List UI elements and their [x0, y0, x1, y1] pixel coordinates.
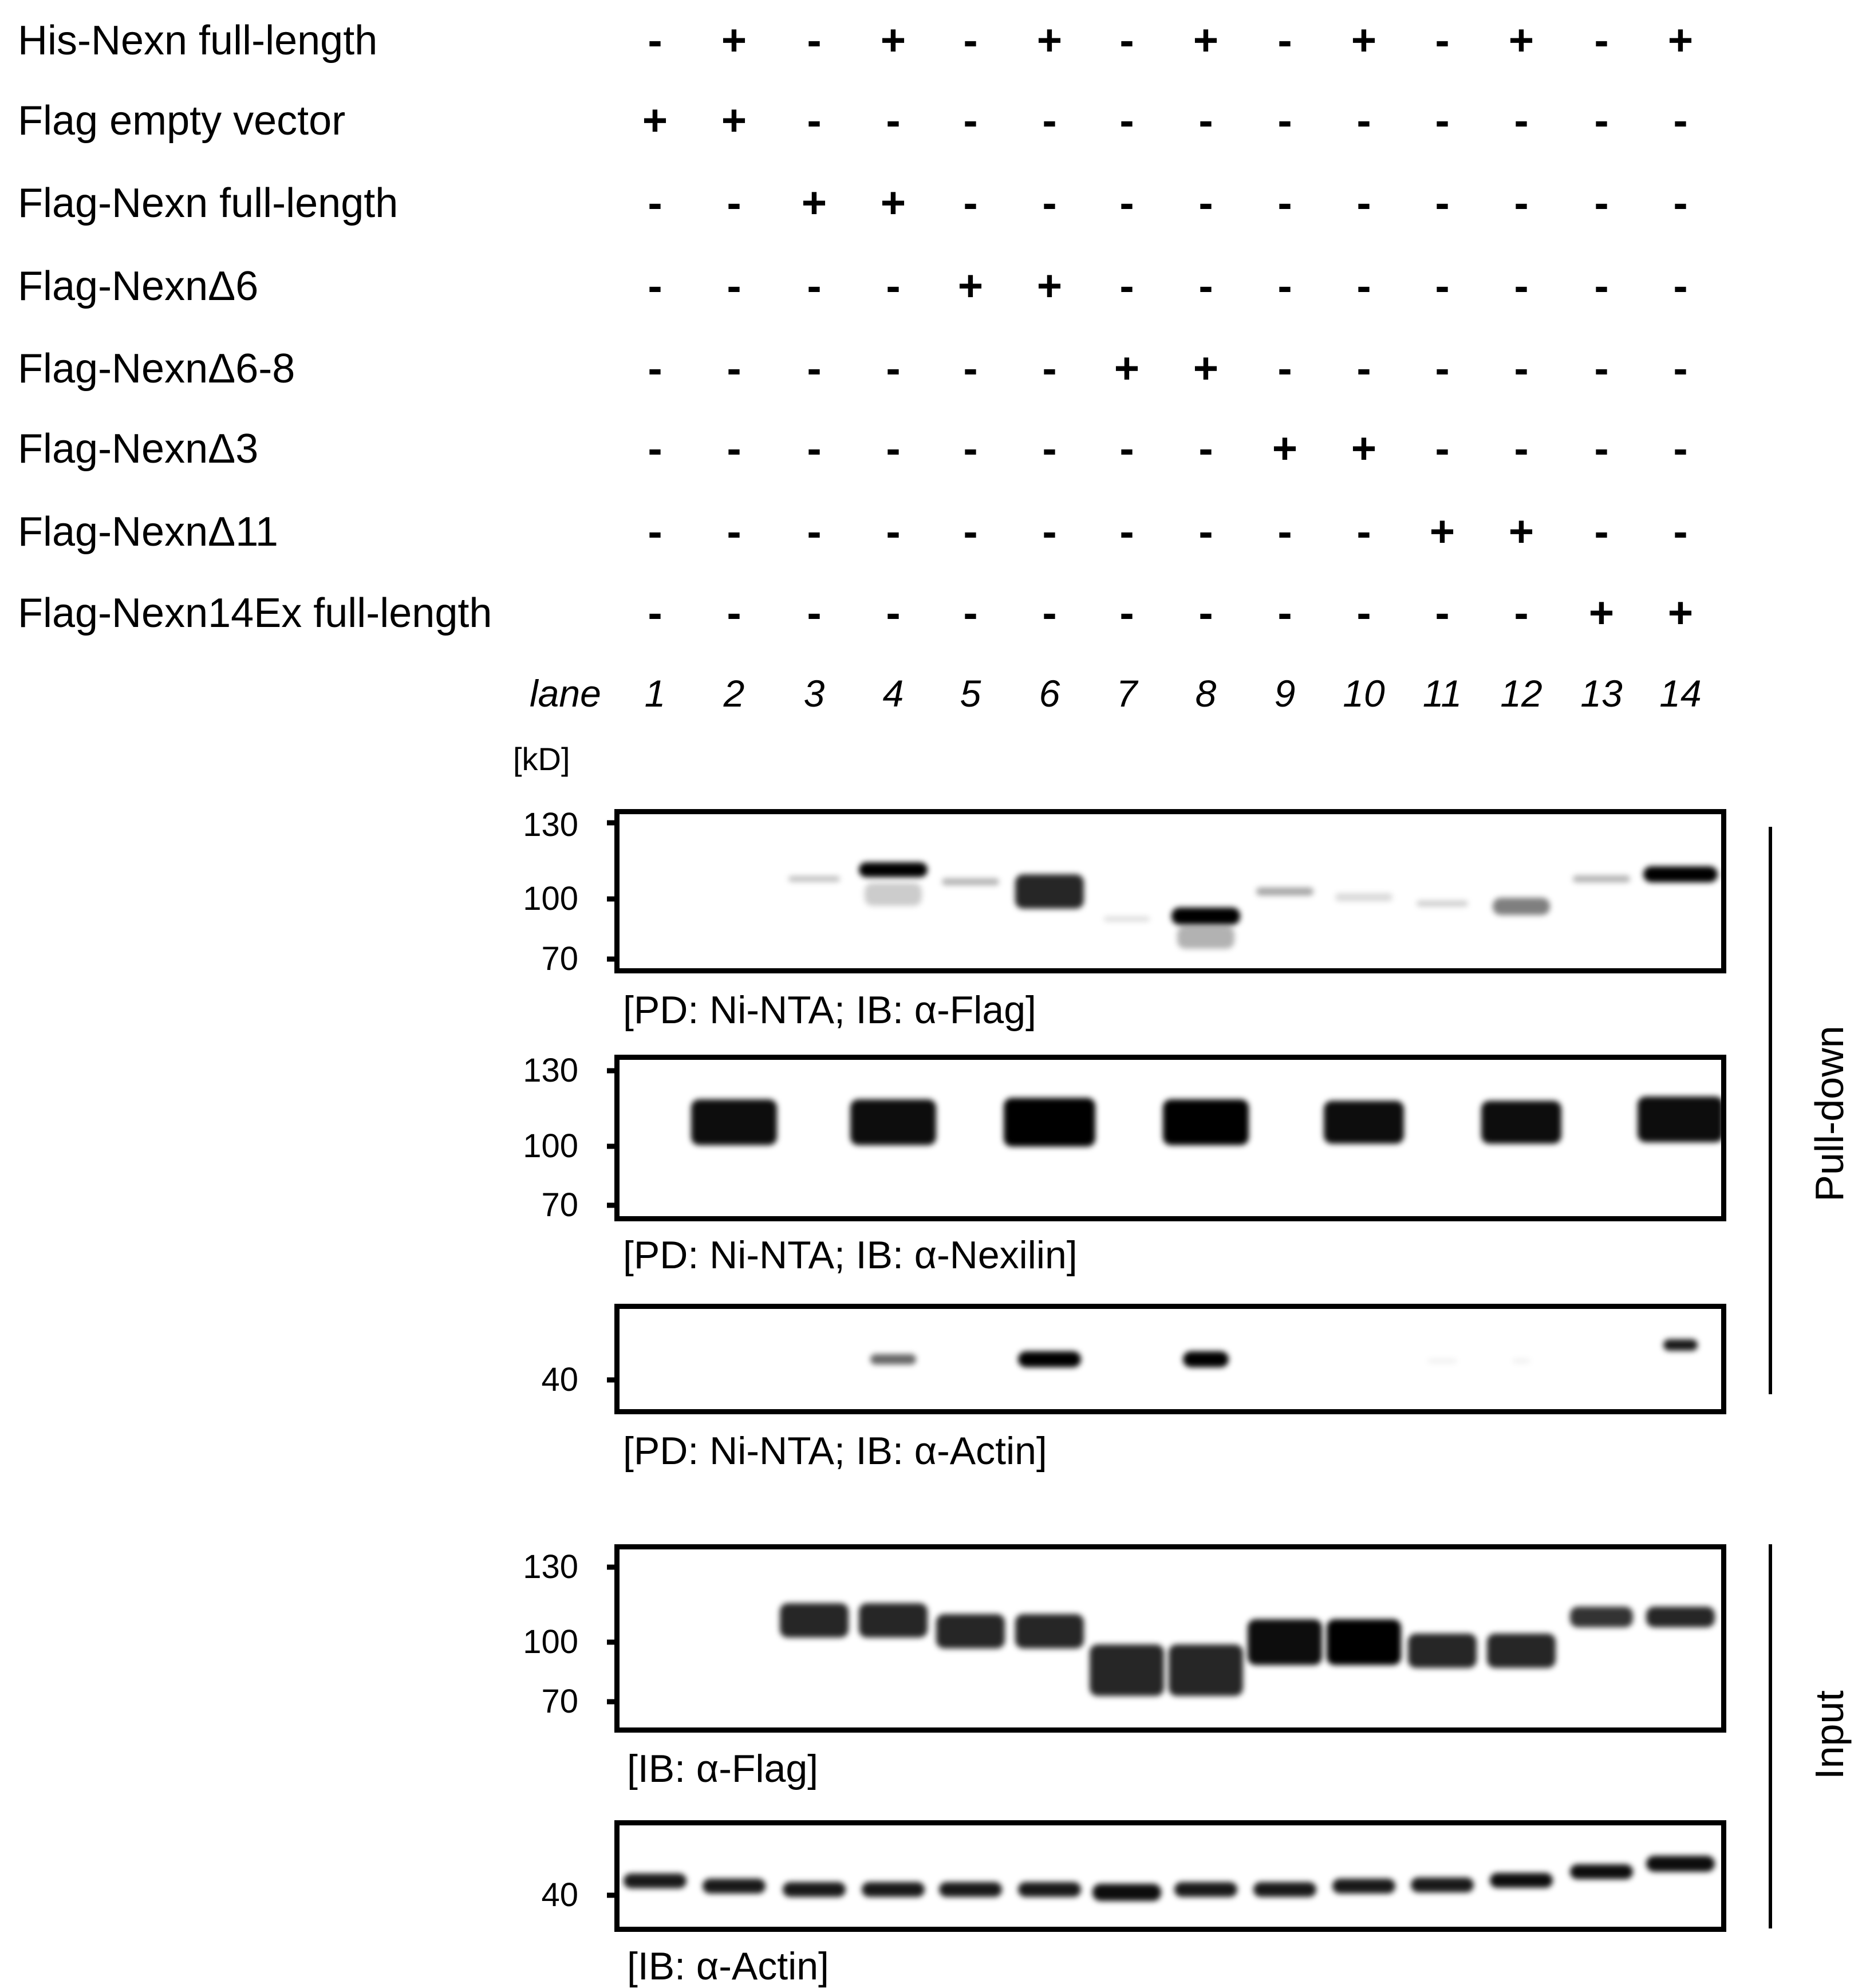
protein-band	[1163, 1099, 1249, 1145]
minus-sign: -	[1119, 424, 1134, 473]
protein-band	[1324, 1101, 1404, 1144]
minus-sign: -	[1042, 96, 1057, 145]
plus-sign: +	[1036, 262, 1063, 310]
plus-sign: +	[1588, 589, 1615, 637]
mw-marker-70: 70	[541, 1186, 578, 1224]
minus-sign: -	[963, 179, 978, 227]
mw-marker-40: 40	[541, 1876, 578, 1914]
condition-label: Flag-NexnΔ11	[18, 509, 278, 555]
mw-marker-40: 40	[541, 1361, 578, 1398]
plus-sign: +	[642, 96, 668, 145]
protein-band	[939, 1882, 1002, 1897]
mw-tick	[607, 1699, 615, 1705]
minus-sign: -	[807, 507, 822, 556]
blot-panel-input-flag	[614, 1544, 1726, 1733]
mw-tick	[607, 1640, 615, 1645]
lane-label: lane	[530, 672, 601, 715]
lane-number: 6	[1039, 672, 1060, 715]
minus-sign: -	[963, 96, 978, 145]
minus-sign: -	[1594, 16, 1609, 65]
minus-sign: -	[1673, 424, 1688, 473]
minus-sign: -	[1594, 96, 1609, 145]
condition-label: His-Nexn full-length	[18, 18, 378, 64]
plus-sign: +	[880, 16, 906, 65]
protein-band	[691, 1099, 777, 1145]
minus-sign: -	[648, 262, 662, 310]
plus-sign: +	[1036, 16, 1063, 65]
minus-sign: -	[807, 262, 822, 310]
protein-band	[1570, 1864, 1633, 1879]
panel-caption-pd-flag: [PD: Ni-NTA; IB: α-Flag]	[623, 988, 1036, 1032]
plus-sign: +	[880, 179, 906, 227]
protein-band	[1570, 1607, 1633, 1627]
mw-tick	[607, 1565, 615, 1570]
minus-sign: -	[1042, 179, 1057, 227]
minus-sign: -	[1356, 179, 1371, 227]
minus-sign: -	[963, 589, 978, 637]
minus-sign: -	[886, 424, 901, 473]
condition-label: Flag-NexnΔ6	[18, 263, 259, 309]
plus-sign: +	[957, 262, 984, 310]
lane-number: 11	[1422, 672, 1462, 715]
protein-band	[788, 876, 840, 882]
protein-band	[1248, 1619, 1322, 1665]
minus-sign: -	[1198, 96, 1213, 145]
mw-marker-130: 130	[523, 1052, 578, 1089]
minus-sign: -	[1673, 507, 1688, 556]
minus-sign: -	[648, 424, 662, 473]
condition-label: Flag-NexnΔ6-8	[18, 346, 295, 392]
minus-sign: -	[1594, 424, 1609, 473]
protein-band	[1104, 917, 1150, 921]
mw-tick	[607, 1203, 615, 1208]
protein-band	[783, 1882, 846, 1897]
plus-sign: +	[1272, 424, 1298, 473]
condition-label: Flag empty vector	[18, 98, 346, 144]
minus-sign: -	[963, 424, 978, 473]
minus-sign: -	[1594, 179, 1609, 227]
protein-band	[1643, 866, 1718, 882]
mw-tick	[607, 1144, 615, 1149]
mw-marker-130: 130	[523, 806, 578, 843]
plus-sign: +	[1508, 16, 1534, 65]
minus-sign: -	[727, 344, 741, 393]
minus-sign: -	[1042, 589, 1057, 637]
minus-sign: -	[886, 262, 901, 310]
protein-band	[1327, 1619, 1401, 1665]
protein-band	[1408, 1634, 1477, 1668]
minus-sign: -	[1198, 507, 1213, 556]
minus-sign: -	[727, 424, 741, 473]
minus-sign: -	[1277, 16, 1292, 65]
plus-sign: +	[1351, 424, 1377, 473]
minus-sign: -	[1673, 179, 1688, 227]
protein-band	[1417, 901, 1468, 906]
protein-band	[1092, 1884, 1161, 1901]
minus-sign: -	[1198, 262, 1213, 310]
minus-sign: -	[886, 507, 901, 556]
lane-number: 5	[960, 672, 981, 715]
protein-band	[1490, 1873, 1553, 1888]
panel-caption-pd-nexilin: [PD: Ni-NTA; IB: α-Nexilin]	[623, 1233, 1078, 1277]
minus-sign: -	[1514, 262, 1529, 310]
protein-band	[780, 1603, 849, 1638]
minus-sign: -	[648, 589, 662, 637]
minus-sign: -	[1435, 424, 1450, 473]
minus-sign: -	[886, 96, 901, 145]
lane-number: 12	[1500, 672, 1542, 715]
protein-band	[1332, 1879, 1395, 1894]
blot-panel-input-actin	[614, 1820, 1726, 1932]
minus-sign: -	[1277, 344, 1292, 393]
minus-sign: -	[1673, 262, 1688, 310]
plus-sign: +	[1114, 344, 1140, 393]
minus-sign: -	[1356, 507, 1371, 556]
protein-band	[1481, 1101, 1561, 1144]
mw-tick	[607, 897, 615, 902]
condition-label: Flag-Nexn full-length	[18, 180, 399, 226]
minus-sign: -	[807, 344, 822, 393]
minus-sign: -	[648, 16, 662, 65]
lane-number: 2	[723, 672, 745, 715]
protein-band	[1573, 875, 1630, 882]
minus-sign: -	[1435, 344, 1450, 393]
plus-sign: +	[1667, 16, 1694, 65]
protein-band	[942, 878, 999, 885]
minus-sign: -	[1356, 344, 1371, 393]
mw-marker-100: 100	[523, 880, 578, 917]
minus-sign: -	[886, 344, 901, 393]
protein-band	[1646, 1607, 1715, 1627]
protein-band	[1335, 893, 1392, 901]
minus-sign: -	[1042, 507, 1057, 556]
minus-sign: -	[807, 589, 822, 637]
minus-sign: -	[1119, 262, 1134, 310]
protein-band	[1513, 1359, 1530, 1363]
minus-sign: -	[648, 507, 662, 556]
minus-sign: -	[1673, 344, 1688, 393]
minus-sign: -	[1435, 179, 1450, 227]
minus-sign: -	[1594, 344, 1609, 393]
mw-tick	[607, 957, 615, 962]
mw-marker-100: 100	[523, 1623, 578, 1660]
protein-band	[1487, 1634, 1556, 1668]
blot-panel-pd-nexilin	[614, 1055, 1726, 1221]
minus-sign: -	[727, 589, 741, 637]
input-label: Input	[1807, 1690, 1852, 1780]
input-bracket	[1769, 1544, 1772, 1928]
minus-sign: -	[1119, 16, 1134, 65]
lane-number: 3	[803, 672, 825, 715]
minus-sign: -	[807, 424, 822, 473]
minus-sign: -	[1514, 424, 1529, 473]
minus-sign: -	[727, 179, 741, 227]
minus-sign: -	[807, 16, 822, 65]
mw-marker-100: 100	[523, 1127, 578, 1165]
protein-band	[936, 1614, 1005, 1648]
plus-sign: +	[1508, 507, 1534, 556]
minus-sign: -	[1119, 507, 1134, 556]
minus-sign: -	[1119, 96, 1134, 145]
minus-sign: -	[1198, 179, 1213, 227]
plus-sign: +	[1429, 507, 1455, 556]
protein-band	[1256, 888, 1313, 896]
protein-band	[1174, 1882, 1237, 1897]
mw-marker-130: 130	[523, 1548, 578, 1585]
protein-band	[624, 1873, 687, 1888]
protein-band	[703, 1879, 766, 1894]
protein-band	[1428, 1359, 1457, 1363]
protein-band	[865, 883, 922, 906]
plus-sign: +	[1193, 16, 1219, 65]
mw-unit-label: [kD]	[513, 741, 570, 777]
mw-tick	[607, 821, 615, 826]
protein-band	[850, 1099, 936, 1145]
minus-sign: -	[1435, 262, 1450, 310]
protein-band	[862, 1882, 925, 1897]
protein-band	[1493, 898, 1550, 915]
panel-caption-input-flag: [IB: α-Flag]	[627, 1747, 819, 1790]
plus-sign: +	[721, 16, 747, 65]
pull-down-bracket	[1769, 827, 1772, 1394]
protein-band	[1663, 1339, 1698, 1351]
minus-sign: -	[1198, 589, 1213, 637]
minus-sign: -	[1514, 589, 1529, 637]
minus-sign: -	[1356, 589, 1371, 637]
protein-band	[1177, 926, 1234, 949]
plus-sign: +	[1667, 589, 1694, 637]
plus-sign: +	[801, 179, 827, 227]
condition-label: Flag-NexnΔ3	[18, 426, 259, 472]
panel-caption-input-actin: [IB: α-Actin]	[627, 1944, 829, 1988]
lane-number: 13	[1580, 672, 1623, 715]
protein-band	[870, 1354, 916, 1364]
protein-band	[1169, 1644, 1243, 1696]
minus-sign: -	[1594, 262, 1609, 310]
mw-marker-70: 70	[541, 940, 578, 977]
protein-band	[859, 862, 928, 877]
lane-number: 14	[1659, 672, 1702, 715]
minus-sign: -	[963, 16, 978, 65]
lane-number: 8	[1195, 672, 1217, 715]
mw-tick	[607, 1068, 615, 1074]
minus-sign: -	[886, 589, 901, 637]
minus-sign: -	[1277, 262, 1292, 310]
minus-sign: -	[1277, 96, 1292, 145]
minus-sign: -	[1673, 96, 1688, 145]
minus-sign: -	[963, 344, 978, 393]
minus-sign: -	[727, 507, 741, 556]
protein-band	[1018, 1351, 1081, 1367]
minus-sign: -	[1277, 507, 1292, 556]
panel-caption-pd-actin: [PD: Ni-NTA; IB: α-Actin]	[623, 1429, 1047, 1473]
protein-band	[1015, 874, 1084, 909]
minus-sign: -	[1042, 424, 1057, 473]
minus-sign: -	[807, 96, 822, 145]
lane-number: 7	[1116, 672, 1138, 715]
lane-number: 9	[1274, 672, 1296, 715]
protein-band	[1253, 1882, 1316, 1897]
condition-label: Flag-Nexn14Ex full-length	[18, 590, 492, 636]
minus-sign: -	[648, 344, 662, 393]
minus-sign: -	[1356, 96, 1371, 145]
minus-sign: -	[1119, 179, 1134, 227]
minus-sign: -	[963, 507, 978, 556]
lane-number: 1	[644, 672, 666, 715]
lane-number: 10	[1343, 672, 1385, 715]
minus-sign: -	[1435, 589, 1450, 637]
protein-band	[1015, 1614, 1084, 1648]
mw-tick	[607, 1378, 615, 1383]
minus-sign: -	[1435, 96, 1450, 145]
blot-panel-pd-actin	[614, 1304, 1726, 1414]
protein-band	[1638, 1096, 1723, 1142]
protein-band	[1171, 908, 1240, 925]
plus-sign: +	[721, 96, 747, 145]
pull-down-label: Pull-down	[1807, 1025, 1852, 1202]
minus-sign: -	[1277, 179, 1292, 227]
minus-sign: -	[727, 262, 741, 310]
protein-band	[859, 1603, 928, 1638]
minus-sign: -	[1119, 589, 1134, 637]
minus-sign: -	[1514, 179, 1529, 227]
plus-sign: +	[1351, 16, 1377, 65]
mw-marker-70: 70	[541, 1683, 578, 1720]
minus-sign: -	[1277, 589, 1292, 637]
plus-sign: +	[1193, 344, 1219, 393]
mw-tick	[607, 1893, 615, 1898]
minus-sign: -	[1594, 507, 1609, 556]
minus-sign: -	[1198, 424, 1213, 473]
minus-sign: -	[648, 179, 662, 227]
protein-band	[1646, 1856, 1715, 1872]
protein-band	[1090, 1644, 1164, 1696]
minus-sign: -	[1356, 262, 1371, 310]
minus-sign: -	[1042, 344, 1057, 393]
minus-sign: -	[1514, 344, 1529, 393]
protein-band	[1004, 1098, 1095, 1147]
blot-panel-pd-flag	[614, 809, 1726, 973]
protein-band	[1183, 1351, 1229, 1367]
protein-band	[1018, 1882, 1081, 1897]
minus-sign: -	[1435, 16, 1450, 65]
minus-sign: -	[1514, 96, 1529, 145]
lane-number: 4	[882, 672, 904, 715]
protein-band	[1411, 1877, 1474, 1892]
